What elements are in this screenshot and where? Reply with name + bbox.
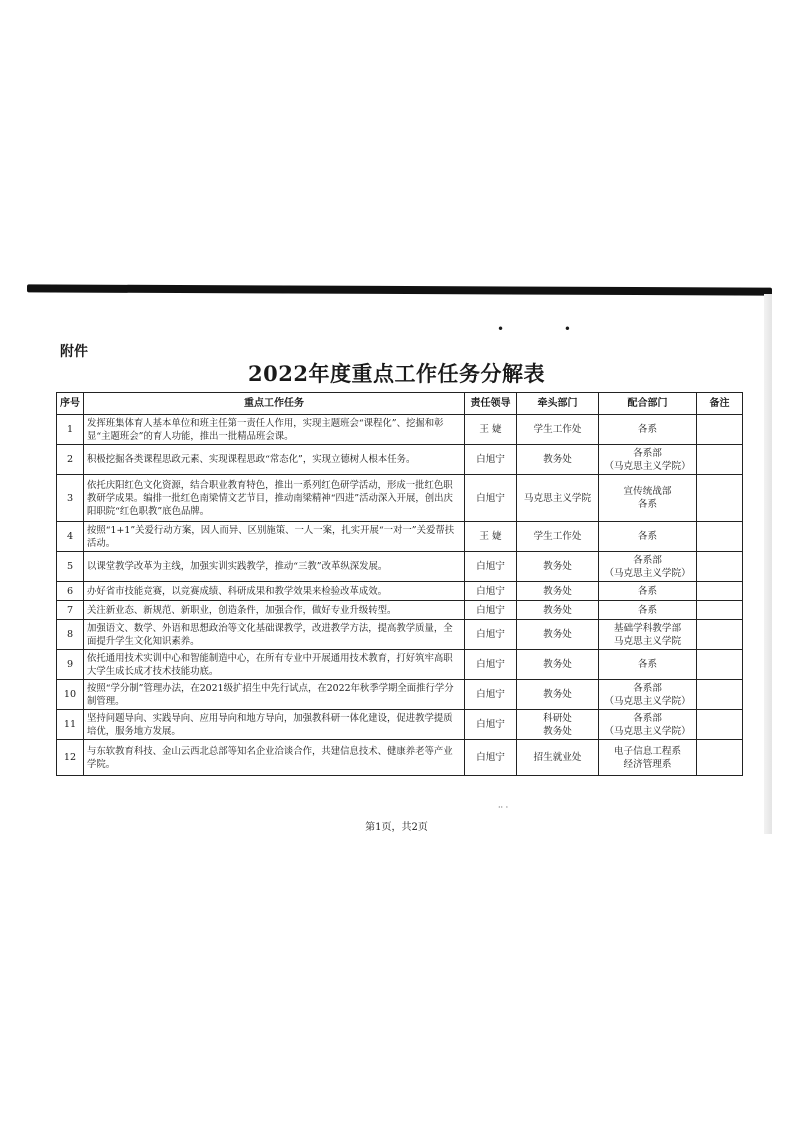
row-leader: 白旭宁 bbox=[465, 582, 517, 601]
row-note bbox=[697, 620, 743, 650]
scan-mark-bottom: ·· · bbox=[498, 803, 509, 812]
row-lead-dept bbox=[517, 445, 599, 475]
row-lead-dept bbox=[517, 552, 599, 582]
row-leader: 白旭宁 bbox=[465, 740, 517, 776]
row-note bbox=[697, 475, 743, 522]
table-row bbox=[57, 445, 743, 475]
row-task: 加强语文、数学、外语和思想政治等文化基础课教学，改进教学方法，提高教学质量，全面提升学生文化知识素养。 bbox=[84, 620, 465, 650]
lead-dept-line: 学生工作处 bbox=[533, 531, 582, 542]
document-title: 2022年度重点工作任务分解表 bbox=[248, 361, 545, 386]
lead-dept-line: 教务处 bbox=[543, 689, 572, 700]
row-number: 2 bbox=[57, 445, 84, 475]
coop-dept-line: 基础学科教学部 bbox=[613, 622, 682, 634]
table-row bbox=[57, 710, 743, 740]
coop-dept-line: 各系部 bbox=[633, 712, 662, 724]
coop-dept-line: 各系 bbox=[637, 604, 658, 616]
table-row bbox=[57, 680, 743, 710]
row-leader: 白旭宁 bbox=[465, 650, 517, 680]
col-header-note: 备注 bbox=[697, 393, 743, 415]
row-lead-dept bbox=[517, 710, 599, 740]
row-task: 积极挖掘各类课程思政元素、实现课程思政“常态化”，实现立德树人根本任务。 bbox=[84, 445, 465, 475]
row-lead-dept bbox=[517, 475, 599, 522]
lead-dept-line: 马克思主义学院 bbox=[523, 492, 592, 504]
lead-dept-line: 教务处 bbox=[543, 585, 572, 597]
coop-dept-line: 各系 bbox=[637, 424, 658, 435]
col-header-coop-dept: 配合部门 bbox=[599, 393, 697, 415]
table-row bbox=[57, 620, 743, 650]
row-number: 1 bbox=[57, 415, 84, 445]
row-leader: 王 婕 bbox=[465, 522, 517, 552]
row-lead-dept bbox=[517, 415, 599, 445]
table-row bbox=[57, 650, 743, 680]
table-header-row bbox=[57, 393, 743, 415]
col-header-leader: 责任领导 bbox=[465, 393, 517, 415]
row-leader: 白旭宁 bbox=[465, 620, 517, 650]
row-coop-dept bbox=[599, 445, 697, 475]
lead-dept-line: 教务处 bbox=[543, 561, 572, 572]
lead-dept-line: 教务处 bbox=[543, 604, 572, 616]
row-task: 依托庆阳红色文化资源，结合职业教育特色，推出一系列红色研学活动，形成一批红色职教研学成果。编排一批红色南梁情文艺节目，推动南梁精神“四进”活动深入开展，创出庆阳职院“红色职教”底色品牌。 bbox=[84, 475, 465, 522]
scan-marks: • • bbox=[497, 322, 599, 336]
row-number: 3 bbox=[57, 475, 84, 522]
row-lead-dept bbox=[517, 680, 599, 710]
row-note bbox=[697, 650, 743, 680]
task-table bbox=[56, 392, 743, 776]
coop-dept-line: 各系 bbox=[637, 499, 658, 510]
row-task: 办好省市技能竞赛，以竞赛成绩、科研成果和教学效果来检验改革成效。 bbox=[84, 582, 465, 601]
coop-dept-line: （马克思主义学院） bbox=[604, 460, 691, 472]
col-header-no: 序号 bbox=[57, 393, 84, 415]
row-number: 6 bbox=[57, 582, 84, 601]
lead-dept-line: 招生就业处 bbox=[533, 752, 582, 763]
row-note bbox=[697, 740, 743, 776]
row-task: 发挥班集体育人基本单位和班主任第一责任人作用，实现主题班会“课程化”、挖掘和彰显“主题班会”的育人功能，推出一批精品班会课。 bbox=[84, 415, 465, 445]
coop-dept-line: 经济管理系 bbox=[623, 758, 672, 770]
coop-dept-line: 各系部 bbox=[633, 447, 662, 459]
lead-dept-line: 教务处 bbox=[543, 725, 572, 737]
lead-dept-line: 教务处 bbox=[543, 629, 572, 640]
row-task: 与东软教育科技、金山云西北总部等知名企业洽谈合作，共建信息技术、健康养老等产业学院。 bbox=[84, 740, 465, 776]
row-leader: 白旭宁 bbox=[465, 680, 517, 710]
row-coop-dept bbox=[599, 740, 697, 776]
coop-dept-line: （马克思主义学院） bbox=[604, 567, 691, 579]
row-lead-dept bbox=[517, 740, 599, 776]
coop-dept-line: 各系 bbox=[637, 659, 658, 670]
row-leader: 白旭宁 bbox=[465, 552, 517, 582]
row-note bbox=[697, 680, 743, 710]
row-leader: 王 婕 bbox=[465, 415, 517, 445]
row-note bbox=[697, 552, 743, 582]
row-leader: 白旭宁 bbox=[465, 710, 517, 740]
coop-dept-line: 各系 bbox=[637, 531, 658, 542]
row-lead-dept bbox=[517, 601, 599, 620]
lead-dept-line: 教务处 bbox=[543, 454, 572, 465]
table-row bbox=[57, 582, 743, 601]
row-note bbox=[697, 582, 743, 601]
row-number: 10 bbox=[57, 680, 84, 710]
row-coop-dept bbox=[599, 650, 697, 680]
attachment-label: 附件 bbox=[60, 344, 88, 360]
row-number: 8 bbox=[57, 620, 84, 650]
coop-dept-line: 各系部 bbox=[633, 554, 662, 566]
coop-dept-line: （马克思主义学院） bbox=[604, 725, 691, 737]
row-leader: 白旭宁 bbox=[465, 475, 517, 522]
lead-dept-line: 教务处 bbox=[543, 659, 572, 670]
row-task: 按照“学分制”管理办法，在2021级扩招生中先行试点，在2022年秋季学期全面推行学分制管理。 bbox=[84, 680, 465, 710]
table-row bbox=[57, 552, 743, 582]
row-task: 按照“1+1”关爱行动方案，因人而异、区别施策、一人一案，扎实开展“一对一”关爱帮扶活动。 bbox=[84, 522, 465, 552]
row-lead-dept bbox=[517, 620, 599, 650]
coop-dept-line: （马克思主义学院） bbox=[604, 695, 691, 707]
row-task: 坚持问题导向、实践导向、应用导向和地方导向，加强教科研一体化建设，促进教学提质培优，服务地方发展。 bbox=[84, 710, 465, 740]
row-coop-dept bbox=[599, 710, 697, 740]
row-lead-dept bbox=[517, 522, 599, 552]
page-footer: 第1页，共2页 bbox=[365, 822, 428, 833]
row-coop-dept bbox=[599, 522, 697, 552]
table-row bbox=[57, 415, 743, 445]
row-number: 11 bbox=[57, 710, 84, 740]
table-row bbox=[57, 740, 743, 776]
coop-dept-line: 宣传统战部 bbox=[623, 486, 672, 497]
row-coop-dept bbox=[599, 582, 697, 601]
row-coop-dept bbox=[599, 552, 697, 582]
coop-dept-line: 电子信息工程系 bbox=[613, 745, 682, 757]
row-task: 以课堂教学改革为主线，加强实训实践教学，推动“三教”改革纵深发展。 bbox=[84, 552, 465, 582]
page-top-border bbox=[27, 284, 772, 295]
table-row bbox=[57, 522, 743, 552]
row-coop-dept bbox=[599, 601, 697, 620]
row-note bbox=[697, 445, 743, 475]
coop-dept-line: 各系部 bbox=[633, 682, 662, 694]
row-coop-dept bbox=[599, 620, 697, 650]
col-header-task: 重点工作任务 bbox=[84, 393, 465, 415]
row-number: 5 bbox=[57, 552, 84, 582]
row-number: 9 bbox=[57, 650, 84, 680]
row-task: 依托通用技术实训中心和智能制造中心，在所有专业中开展通用技术教育，打好筑牢高职大学生成长成才技术技能功底。 bbox=[84, 650, 465, 680]
row-note bbox=[697, 522, 743, 552]
row-leader: 白旭宁 bbox=[465, 445, 517, 475]
row-number: 12 bbox=[57, 740, 84, 776]
row-leader: 白旭宁 bbox=[465, 601, 517, 620]
row-note bbox=[697, 710, 743, 740]
row-coop-dept bbox=[599, 680, 697, 710]
row-coop-dept bbox=[599, 415, 697, 445]
row-number: 4 bbox=[57, 522, 84, 552]
table-row bbox=[57, 601, 743, 620]
row-lead-dept bbox=[517, 650, 599, 680]
table-row bbox=[57, 475, 743, 522]
lead-dept-line: 学生工作处 bbox=[533, 424, 582, 435]
row-task: 关注新业态、新规范、新职业，创造条件，加强合作，做好专业升级转型。 bbox=[84, 601, 465, 620]
col-header-lead-dept: 牵头部门 bbox=[517, 393, 599, 415]
coop-dept-line: 各系 bbox=[637, 585, 658, 597]
lead-dept-line: 科研处 bbox=[543, 712, 572, 724]
row-note bbox=[697, 601, 743, 620]
row-coop-dept bbox=[599, 475, 697, 522]
row-note bbox=[697, 415, 743, 445]
row-number: 7 bbox=[57, 601, 84, 620]
coop-dept-line: 马克思主义学院 bbox=[613, 635, 682, 647]
row-lead-dept bbox=[517, 582, 599, 601]
